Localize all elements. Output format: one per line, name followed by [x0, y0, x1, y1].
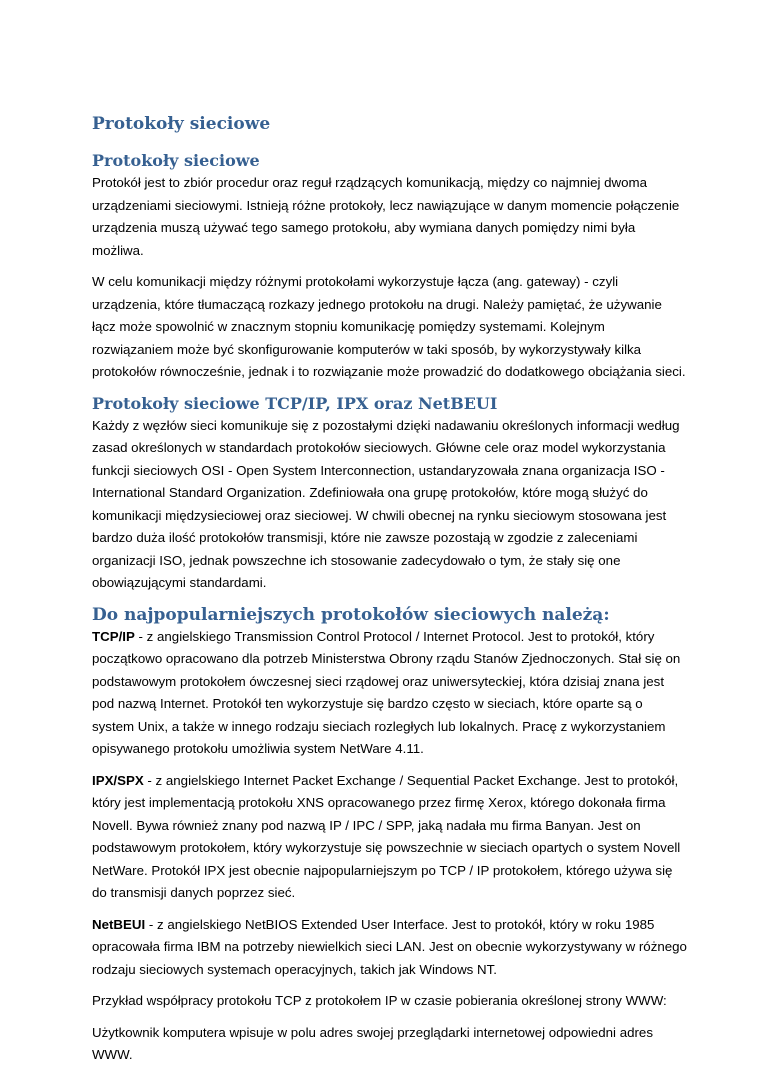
term-ipxspx: IPX/SPX: [92, 772, 144, 788]
paragraph-netbeui: [92, 914, 688, 982]
section-heading-protocols: Protokoły sieciowe: [92, 151, 260, 170]
paragraph-gateways: W celu komunikacji między różnymi protokołami wykorzystuje łącza (ang. gateway) - czyli urządzenia, które tłumaczącą rozkazy jednego protokołu na drugi. Należy pamiętać, że używanie łącz może spowolnić w znacznym stopniu komunikację pomiędzy systemami. Kolejnym rozwiązaniem może być skonfigurowanie komputerów w taki sposób, by wykorzystywały kilka protokołów równocześnie, jednak i to rozwiązanie może prowadzić do dodatkowego obciążania sieci.: [92, 274, 686, 379]
paragraph-ipxspx: [92, 770, 688, 905]
text-tcpip: - z angielskiego Transmission Control Protocol / Internet Protocol. Jest to protokół, który początkowo opracowano dla potrzeb Ministerstwa Obrony rządu Stanów Zjednoczonych. Stał się on podstawowym protokołem ówczesnej sieci rządowej oraz uniwersyteckiej, która dzisiaj znana jest pod nazwą Internet. Protokół ten wykorzystuje się bardzo często w sieciach, które oparte są o system Unix, a także w innego rodzaju sieciach rozległych lub lokalnych. Pracę z wykorzystaniem opisywanego protokołu umożliwia system NetWare 4.11.: [92, 628, 681, 756]
section-heading-popular-protocols: Do najpopularniejszych protokołów sieciowych należą:: [92, 604, 610, 625]
text-netbeui: - z angielskiego NetBIOS Extended User Interface. Jest to protokół, który w roku 1985 opracowała firma IBM na potrzeby niewielkich sieci LAN. Jest on obecnie wykorzystywany w różnego rodzaju sieciowych systemach operacyjnych, takich jak Windows NT.: [92, 916, 687, 977]
term-tcpip: TCP/IP: [92, 628, 135, 644]
paragraph-protocol-definition: Protokół jest to zbiór procedur oraz reguł rządzących komunikacją, między co najmniej dwoma urządzeniami sieciowymi. Istnieją różne protokoły, lecz nawiązujące w danym momencie połączenie urządzenia muszą używać tego samego protokołu, aby wymiana danych pomiędzy nimi była możliwa.: [92, 175, 680, 258]
document-page: [92, 112, 688, 1076]
paragraph-tcpip: [92, 626, 688, 761]
text-ipxspx: - z angielskiego Internet Packet Exchange / Sequential Packet Exchange. Jest to protokół, który jest implementacją protokołu XNS opracowanego przez firmę Xerox, którego dokonała firma Novell. Bywa również znany pod nazwą IP / IPC / SPP, jaką nadała mu firma Banyan. Jest on podstawowym protokołem, który wykorzystuje się powszechnie w sieciach opartych o system Novell NetWare. Protokół IPX jest obecnie najpopularniejszym po TCP / IP protokołem, którego używa się do transmisji danych poprzez sieć.: [92, 772, 681, 900]
paragraph-example-step-1: Użytkownik komputera wpisuje w polu adres swojej przeglądarki internetowej odpowiedni adres WWW.: [92, 1024, 653, 1062]
document-title: Protokoły sieciowe: [92, 114, 271, 134]
paragraph-osi-iso: Każdy z węzłów sieci komunikuje się z pozostałymi dzięki nadawaniu określonych informacji według zasad określonych w standardach protokołów sieciowych. Główne cele oraz model wykorzystania funkcji sieciowych OSI - Open System Interconnection, ustandaryzowała znana organizacja ISO - International Standard Organization. Zdefiniowała ona grupę protokołów, które mogą służyć do komunikacji międzysieciowej oraz sieciowej. W chwili obecnej na rynku sieciowym stosowana jest bardzo duża ilość protokołów transmisji, które nie zawsze pozostają w zgodzie z zaleceniami organizacji ISO, jednak powszechne ich stosowanie zadecydowało o tym, że stały się one obowiązującymi standardami.: [92, 417, 680, 590]
paragraph-example-intro: Przykład współpracy protokołu TCP z protokołem IP w czasie pobierania określonej strony WWW:: [92, 993, 667, 1008]
term-netbeui: NetBEUI: [92, 916, 146, 932]
section-heading-tcpip-ipx-netbeui: Protokoły sieciowe TCP/IP, IPX oraz NetBEUI: [92, 393, 498, 413]
